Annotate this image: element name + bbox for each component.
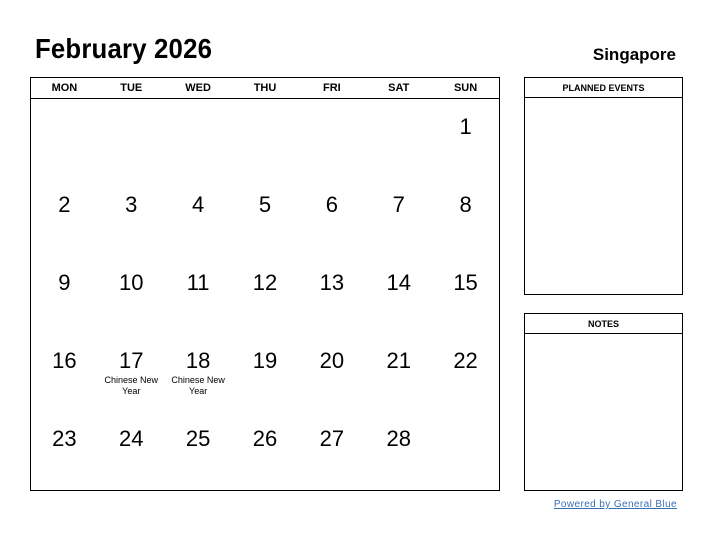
day-cell [98,115,165,193]
day-cell [31,349,98,427]
day-number: 16 [52,348,77,373]
day-cell [298,115,365,193]
day-number: 11 [186,270,210,295]
day-number: 3 [125,192,138,217]
day-number: 21 [386,348,411,373]
day-cell [232,115,299,193]
day-number: 24 [119,426,144,451]
day-number: 7 [392,192,405,217]
day-number: 25 [185,426,211,451]
weekday-fri: FRI [322,82,341,94]
notes-panel [524,313,683,491]
day-cell [165,271,232,349]
day-number: 9 [58,270,71,295]
planned-events-panel [524,77,683,295]
day-number: 28 [386,426,411,451]
holiday-label: Chinese New Year [104,375,159,396]
day-cell [98,349,165,427]
day-cell [165,349,232,427]
day-cell [98,193,165,271]
day-number: 22 [453,348,478,373]
day-cell [98,427,165,505]
day-cell [165,427,232,505]
day-cell [365,271,432,349]
day-number: 10 [119,270,144,295]
day-number: 12 [252,270,278,295]
weekday-mon: MON [51,82,78,94]
page-title: February 2026 [35,33,213,64]
day-number: 20 [319,348,345,373]
day-number: 19 [252,348,278,373]
day-cell [31,193,98,271]
day-cell [365,349,432,427]
day-number: 26 [252,426,278,451]
day-cell [298,349,365,427]
weekday-sun: SUN [453,82,478,94]
day-number: 1 [459,114,472,139]
day-cell [232,427,299,505]
day-cell [298,271,365,349]
powered-by-link[interactable]: Powered by General Blue [553,499,677,510]
calendar-days [31,99,499,505]
day-number: 2 [58,192,71,217]
day-cell [165,193,232,271]
day-number: 4 [192,192,205,217]
day-cell [432,115,499,193]
day-number: 27 [319,426,345,451]
day-cell [432,271,499,349]
day-cell [232,193,299,271]
notes-header: NOTES [525,314,682,334]
day-cell [298,193,365,271]
day-number: 18 [185,348,211,373]
day-cell [232,349,299,427]
holiday-label: Chinese New Year [171,375,225,396]
day-cell [31,271,98,349]
day-number: 17 [119,348,144,373]
day-number: 8 [459,192,472,217]
weekday-thu: THU [253,82,277,94]
weekday-header-row [31,78,499,99]
day-cell [298,427,365,505]
day-cell [165,115,232,193]
day-cell [432,193,499,271]
day-number: 13 [319,270,345,295]
day-cell [31,427,98,505]
weekday-tue: TUE [120,82,143,94]
day-cell [432,349,499,427]
day-cell [365,115,432,193]
day-number: 15 [453,270,478,295]
weekday-wed: WED [185,82,211,94]
calendar-grid [30,77,500,491]
day-number: 6 [325,192,338,217]
day-cell [31,115,98,193]
weekday-sat: SAT [388,82,410,94]
day-number: 5 [258,192,272,217]
day-cell [365,193,432,271]
day-cell [98,271,165,349]
day-cell [232,271,299,349]
day-number: 14 [386,270,411,295]
day-cell [432,427,499,505]
day-number: 23 [52,426,77,451]
planned-events-header: PLANNED EVENTS [525,78,682,98]
day-cell [365,427,432,505]
country-label: Singapore [592,45,676,64]
